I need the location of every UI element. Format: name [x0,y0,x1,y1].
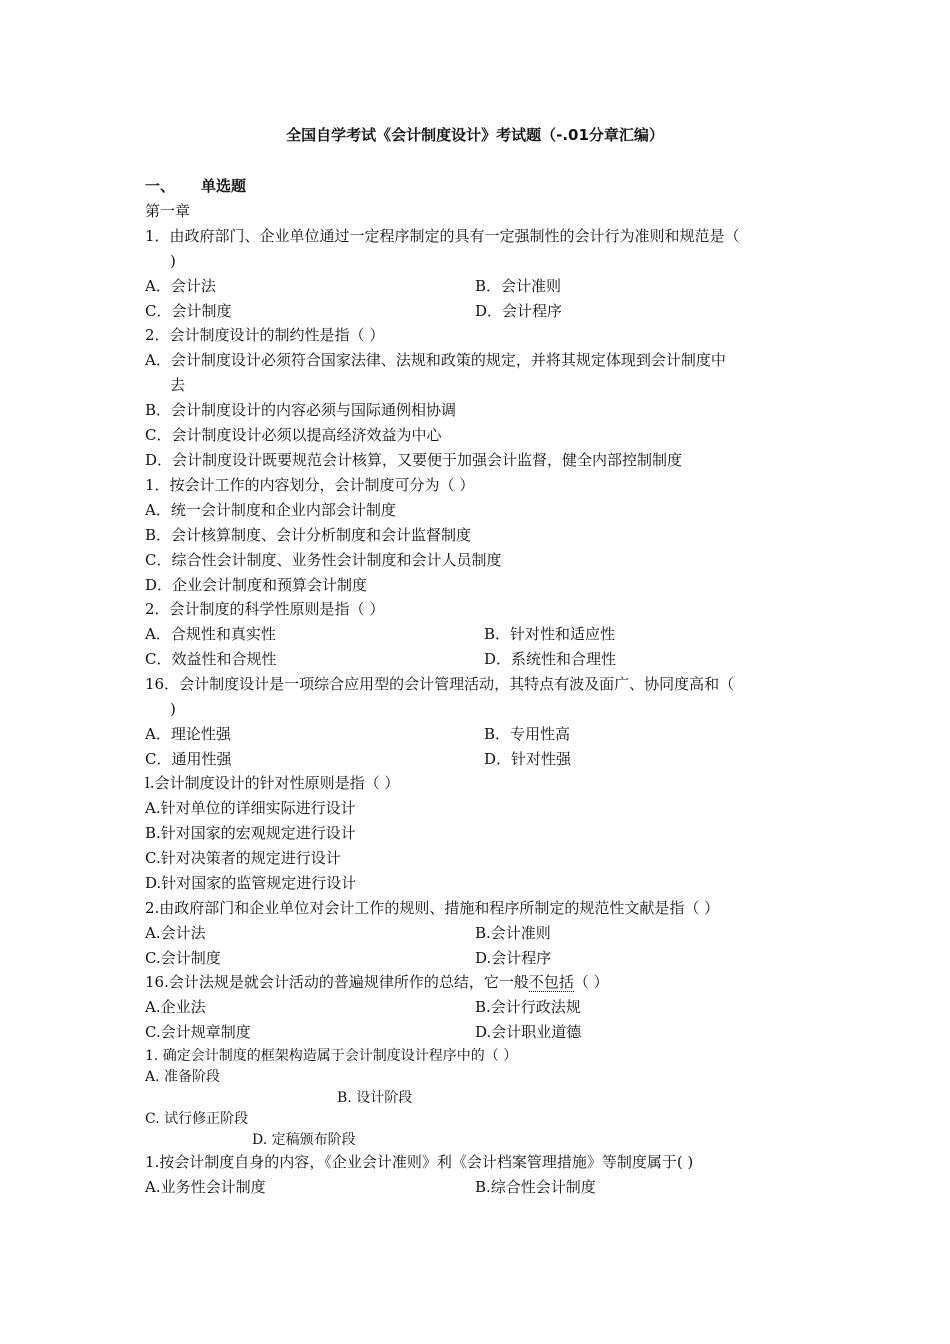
option-b: B．会计准则 [475,277,562,295]
option-b: B.会计准则 [475,924,551,942]
option-a: A. 准备阶段 [145,1069,221,1085]
question-text [145,972,609,992]
option-b: B.针对国家的宏观规定进行设计 [145,824,356,842]
question-text: l.会计制度设计的针对性原则是指（ ） [145,774,400,792]
chapter-heading: 第一章 [145,202,191,220]
option-a: A.业务性会计制度 [145,1178,266,1196]
question-text: 1．按会计工作的内容划分，会计制度可分为（ ） [145,476,475,494]
question-text-cont: ) [170,700,176,718]
answer-blank: （ ） [573,973,609,991]
option-c: C．会计制度 [145,302,232,320]
option-b: B．专用性高 [484,725,571,743]
question-text: 1．由政府部门、企业单位通过一定程序制定的具有一定强制性的会计行为准则和规范是（ [145,227,740,245]
option-a: A.企业法 [145,998,206,1016]
option-d: D.针对国家的监管规定进行设计 [145,874,357,892]
question-text-cont: ) [170,252,176,270]
section-number: 一、 [145,177,176,195]
option-a: A．统一会计制度和企业内部会计制度 [145,501,396,519]
option-d: D.会计程序 [475,949,552,967]
option-c: C．效益性和合规性 [145,650,277,668]
option-b: B. 设计阶段 [337,1090,413,1106]
option-c: C. 试行修正阶段 [145,1111,249,1127]
option-d: D．企业会计制度和预算会计制度 [145,576,368,594]
option-c: C.针对决策者的规定进行设计 [145,849,341,867]
option-c: C．通用性强 [145,750,232,768]
question-stem: 16.会计法规是就会计活动的普遍规律所作的总结，它一般 [145,973,529,991]
option-c: C．会计制度设计必须以提高经济效益为中心 [145,426,442,444]
option-d: D．系统性和合理性 [484,650,617,668]
option-a: A．会计法 [145,277,216,295]
option-d: D．会计制度设计既要规范会计核算，又要便于加强会计监督，健全内部控制制度 [145,451,683,469]
option-a: A.针对单位的详细实际进行设计 [145,799,356,817]
question-text: 16．会计制度设计是一项综合应用型的会计管理活动，其特点有波及面广、协同度高和（ [145,675,735,693]
option-d: D.会计职业道德 [475,1023,582,1041]
option-b: B．会计制度设计的内容必须与国际通例相协调 [145,401,457,419]
option-a-cont: 去 [170,376,186,394]
question-text: 2．会计制度的科学性原则是指（ ） [145,600,385,618]
option-a: A.会计法 [145,924,206,942]
option-c: C．综合性会计制度、业务性会计制度和会计人员制度 [145,551,502,569]
option-b: B．针对性和适应性 [484,625,616,643]
option-c: C.会计制度 [145,949,221,967]
emphasis-text: 不包括 [528,973,574,991]
question-text: 2．会计制度设计的制约性是指（ ） [145,326,385,344]
option-a: A．合规性和真实性 [145,625,276,643]
option-b: B.会计行政法规 [475,998,581,1016]
option-d: D．针对性强 [484,750,572,768]
option-a: A．理论性强 [145,725,231,743]
option-c: C.会计规章制度 [145,1023,251,1041]
option-a: A．会计制度设计必须符合国家法律、法规和政策的规定，并将其规定体现到会计制度中 [145,351,726,369]
option-b: B.综合性会计制度 [475,1178,596,1196]
question-text: 2.由政府部门和企业单位对会计工作的规则、措施和程序所制定的规范性文献是指（ ） [145,899,720,917]
question-text: 1. 确定会计制度的框架构造属于会计制度设计程序中的（ ） [145,1048,518,1064]
option-b: B．会计核算制度、会计分析制度和会计监督制度 [145,526,472,544]
question-text: 1.按会计制度自身的内容，《企业会计准则》利《会计档案管理措施》等制度属于( ) [145,1153,694,1171]
section-heading: 单选题 [201,177,247,195]
option-d: D．会计程序 [475,302,563,320]
document-title: 全国自学考试《会计制度设计》考试题（-.01分章汇编） [286,126,664,144]
option-d: D. 定稿颁布阶段 [252,1132,356,1148]
